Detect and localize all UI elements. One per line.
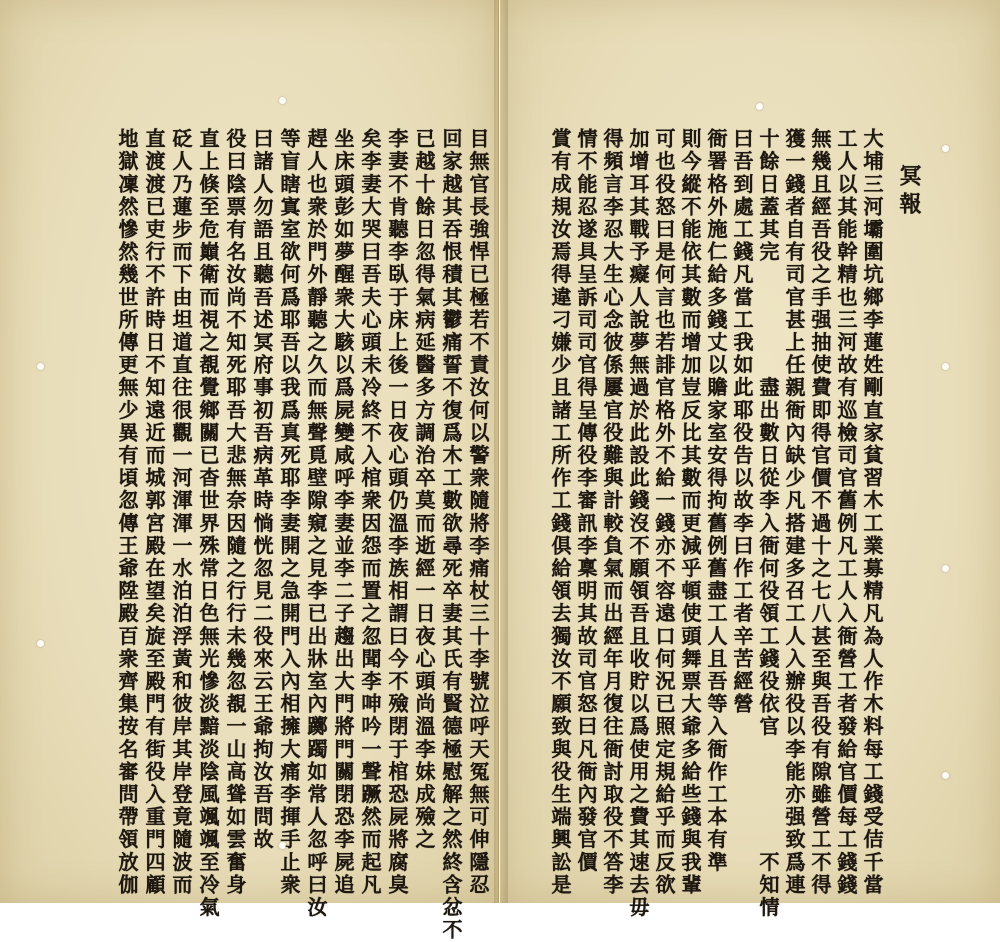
binding-hole	[37, 363, 44, 370]
text-column-r6: 曰吾到處工錢凡當工我如此耶役告以故李曰作工者辛苦經營	[730, 128, 754, 716]
text-column-l6: 坐床頭彭如夢醒衆大駭以爲屍變咸呼李妻並李二子趨出大門將門關閉恐李屍追	[331, 128, 355, 897]
text-column-r10: 加增耳其戰予癡人說夢無過於此設此錢沒不願領吾且收貯以爲使用之費其速去毋	[626, 128, 650, 919]
binding-hole	[942, 565, 949, 572]
text-column-l11: 直上倏至危巔衛而視之覩覺鄉關已杳世界殊常日色無光慘淡黯淡陰風颯颯至冷氣	[196, 128, 220, 919]
text-column-l7: 趕人也衆於門外靜聽之久而無聲覓壁隙窺之見李已出牀室內躑躅如常人忽呼曰汝	[304, 128, 328, 919]
text-column-r13: 賞有成規汝焉得違刁嫌少且諸工所作工錢俱給領去獨汝不願致與役生端興訟是	[548, 128, 572, 897]
text-column-r8: 則今縱不能依其數而增加豈反比其數而更減乎頓使頭舞票大爺多給些錢與我輩	[678, 128, 702, 897]
binding-hole	[942, 145, 949, 152]
book-gutter	[494, 0, 508, 903]
binding-hole	[942, 772, 949, 779]
section-title: 冥報	[896, 164, 922, 220]
binding-hole	[942, 363, 949, 370]
text-column-l4: 李妻不肯聽李臥于床上後一日夜心頭仍溫李族相謂曰今不殮閉于棺恐屍將腐臭	[385, 128, 409, 897]
text-column-r9: 可也役怒曰是何言也若誹官格外不給一錢亦不容遠口何況已照定規給乎而反欲	[652, 128, 676, 897]
text-column-r1: 大埔三河壩圍坑鄉李蓮姓剛直家貧習木工業募精凡為人作木料每工錢受佶千當	[860, 128, 884, 897]
text-column-l2: 回家越其吞恨積其鬱痛誓不復爲木工數欲尋死卒妻其氏有賢德極慰解之然終含忿不	[439, 128, 463, 942]
binding-hole	[279, 97, 286, 104]
binding-hole	[756, 103, 763, 110]
text-column-l1: 目無官長強悍已極若不責汝何以警衆隨將李痛杖三十李號泣呼天冤無可伸隱忍	[466, 128, 490, 897]
text-column-r2: 工人以其能幹精也三河故有巡檢司官舊例凡工人入衙營工者發給官價每工錢錢	[834, 128, 858, 897]
text-column-r11: 得頻言李忍大生心念彼係屢官役難與計較負氣而出經年月復往衙討取役不答李	[600, 128, 624, 897]
text-column-l12: 砭人乃蓮步而下由坦道直往很觀一河渾渾一水泊泊浮黃和彼岸其岸登竟隨波而	[169, 128, 193, 897]
text-column-l13: 直渡渡已吏行不許時日不知遠近而城郭宮殿在望矣旋至殿門有街役入重門四顧	[142, 128, 166, 897]
text-column-l9: 曰諸人勿語且聽吾述冥府事初吾病革時惝恍忽見二役來云王爺拘汝吾問故	[250, 128, 274, 852]
text-column-r3: 無幾且經吾役之手强抽使費即得官價不過十之七八甚至與吾役有隙雖營工不得	[808, 128, 832, 897]
text-column-l10: 役曰陰票有名汝尚不知死耶吾大悲無奈因隨之行行未幾忽覩一山高聳如雲奮身	[223, 128, 247, 897]
text-column-l8: 等盲瞎寘室欲何爲耶吾以我爲真死耶李妻開之急開門入內相擁大痛李揮手止衆	[277, 128, 301, 897]
text-column-l5: 矣李妻大哭曰吾夫心頭未冷終不入棺衆因怨而置之忽聞李呻吟一聲蹶然而起凡	[358, 128, 382, 897]
text-column-r4: 獲一錢者自有司官甚上任親衙內缺少凡搭建多召工人入辦役以李能亦强致爲連	[782, 128, 806, 897]
binding-hole	[37, 640, 44, 647]
text-column-r5: 十餘日蓋其完 盡出數日從李入衙何役領工錢役依官 不知情	[756, 128, 780, 919]
text-column-r12: 情不能忍遂具呈訴司司官得呈傳役李審訊李稟明其故司官怒曰凡衙內發官價	[574, 128, 598, 874]
text-column-l3: 已越十餘日忽得氣病延醫多方調治卒莫而逝經一日夜心頭尚溫李妹成殮之	[412, 128, 436, 852]
text-column-r7: 衙署格外施仁給多錢丈以贍家室安得拘舊例舊盡工人且吾等入衙作工本有準	[704, 128, 728, 874]
text-column-l14: 地獄凜然慘然幾世所傳更無少異有頃忽傳王爺陞殿百衆齊集按名審問帶領放伽	[115, 128, 139, 897]
